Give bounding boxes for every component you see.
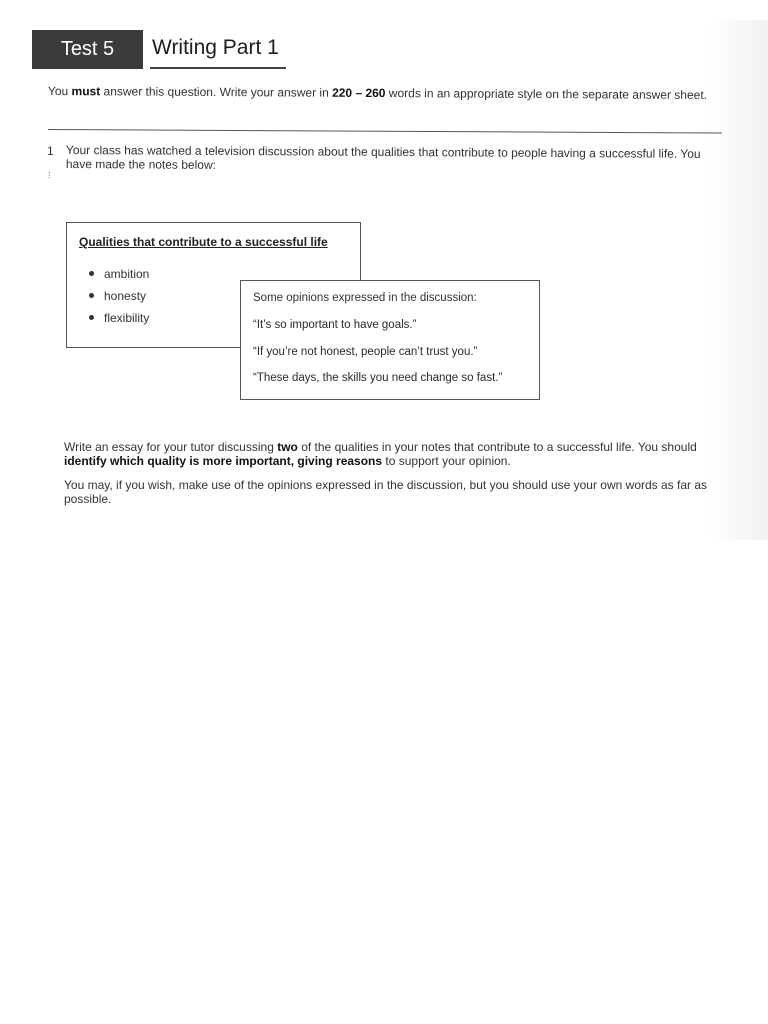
- note-item-ambition: [89, 263, 149, 285]
- opinion-item-goals: “It’s so important to have goals.”: [253, 319, 417, 331]
- notes-heading: Qualities that contribute to a successful life: [79, 235, 328, 249]
- task-paragraph-2: [64, 478, 724, 506]
- note-item-label: ambition: [104, 267, 150, 281]
- instruction-part3: words in an appropriate style on the separate answer sheet.: [385, 86, 708, 103]
- question-number: 1: [47, 144, 54, 158]
- task-paragraph-1: [64, 440, 724, 468]
- task-text: You may, if you wish, make use of the opinions expressed in the discussion, but you should use your own words as far as possible.: [64, 478, 708, 506]
- bullet-icon: [89, 293, 94, 298]
- task-text: to support your opinion.: [382, 454, 511, 468]
- note-item-flexibility: [89, 307, 149, 329]
- instruction-text: [48, 84, 724, 103]
- opinion-item-honesty: “If you’re not honest, people can’t trust you.”: [253, 346, 478, 358]
- task-bold-two: two: [277, 440, 298, 454]
- instruction-word-range: 220 – 260: [332, 85, 386, 101]
- bullet-icon: [89, 271, 94, 276]
- bullet-icon: [89, 315, 94, 320]
- note-item-label: flexibility: [104, 311, 150, 325]
- notes-list: [89, 263, 149, 329]
- instruction-part1: You: [47, 84, 72, 99]
- task-text: Write an essay for your tutor discussing: [64, 440, 278, 454]
- test-badge: Test 5: [32, 30, 143, 69]
- instruction-part2: answer this question. Write your answer in: [100, 84, 333, 100]
- part-title: Writing Part 1: [152, 36, 279, 59]
- task-bold-identify: identify which quality is more important, giving reasons: [64, 454, 383, 468]
- task-instructions: [64, 440, 724, 516]
- opinions-heading: Some opinions expressed in the discussion:: [253, 292, 477, 304]
- title-underline: [150, 67, 286, 69]
- opinion-item-skills: “These days, the skills you need change so fast.”: [253, 372, 503, 384]
- section-divider: [48, 129, 722, 134]
- note-item-honesty: [89, 285, 149, 307]
- opinions-box: [240, 280, 540, 400]
- instruction-must: must: [71, 84, 101, 99]
- margin-mark: ⁞: [48, 170, 51, 180]
- note-item-label: honesty: [104, 289, 147, 303]
- question-text: Your class has watched a television discussion about the qualities that contribute to people having a successful life. You have made the notes below:: [65, 143, 701, 172]
- task-text: of the qualities in your notes that contribute to a successful life. You should: [297, 440, 697, 454]
